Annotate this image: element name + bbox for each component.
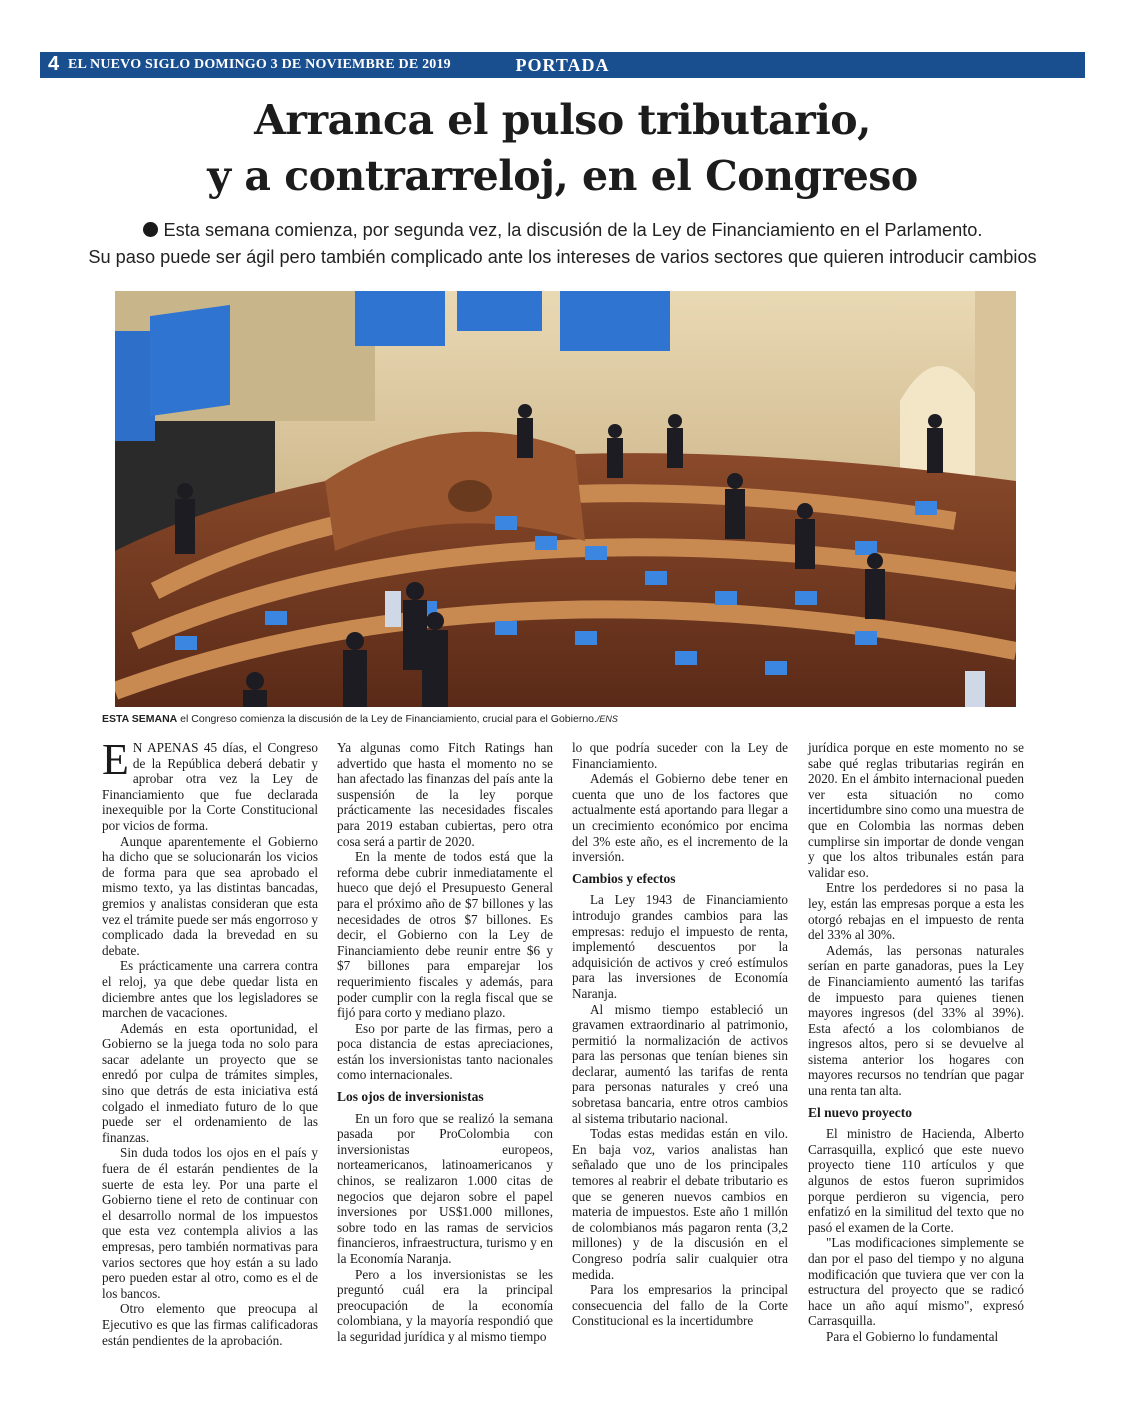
article-column-2 xyxy=(337,740,553,1345)
paragraph-text: N APENAS 45 días, el Congreso de la República deberá debatir y aprobar otra vez la Ley de Financiamiento que fue declarada inexequible por la Corte Constitucional por vicios de forma. xyxy=(102,740,318,833)
deck-text-1: Esta semana comienza, por segunda vez, la discusión de la Ley de Financiamiento en el Parlamento. xyxy=(163,220,983,240)
page-header-bar xyxy=(40,52,1085,78)
paragraph: Otro elemento que preocupa al Ejecutivo es que las firmas calificadoras están pendientes de la aprobación. xyxy=(102,1301,318,1348)
subheading: Cambios y efectos xyxy=(572,870,676,886)
caption-text: el Congreso comienza la discusión de la Ley de Financiamiento, crucial para el Gobierno. xyxy=(177,713,597,725)
subheading: Los ojos de inversionistas xyxy=(337,1089,484,1105)
paragraph: Además en esta oportunidad, el Gobierno se la juega toda no solo para sacar adelante un proyecto que se enredó por culpa de trámites simples, sino que detrás de esta iniciativa está colgado el inmediato futuro de lo que puede ser el ordenamiento de las finanzas. xyxy=(102,1020,318,1145)
paragraph xyxy=(102,735,318,834)
headline-line-1: Arranca el pulso tributario, xyxy=(254,96,871,144)
paragraph: Para el Gobierno lo fundamental xyxy=(826,1328,999,1344)
newspaper-dateline: EL NUEVO SIGLO DOMINGO 3 DE NOVIEMBRE DE 2019 xyxy=(68,57,451,72)
paragraph: Además, las personas naturales serían en parte ganadoras, pues la Ley de Financiamiento aumentó las tarifas de impuesto para quienes tienen mayores ingresos (del 33% al 39%). Esta afectó a los colombianos de ingresos altos, pero si se devuelve al sistema anterior los hogares con mayores recursos no tendrían que pagar una renta tan alta. xyxy=(808,942,1024,1099)
paragraph: Para los empresarios la principal consecuencia del fallo de la Corte Constitucional es la incertidumbre xyxy=(572,1282,788,1329)
paragraph: Entre los perdedores si no pasa la ley, están las empresas porque a esta les otorgó rebajas en el impuesto de renta del 33% al 30%. xyxy=(808,880,1024,943)
article-column-1 xyxy=(102,735,318,1348)
paragraph: La Ley 1943 de Financiamiento introdujo grandes cambios para las empresas: redujo el impuesto de renta, implementó descuentos por la adquisición de activos y creó estímulos para las inversiones de Economía Naranja. xyxy=(572,892,788,1001)
deck-line-1 xyxy=(40,217,1085,244)
paragraph: El ministro de Hacienda, Alberto Carrasquilla, explicó que este nuevo proyecto tiene 110 artículos y que algunos de estos fueron suprimidos porque perdieron su vigencia, pero enfatizó en la similitud del texto que no pasó el examen de la Corte. xyxy=(808,1126,1024,1235)
subheading: El nuevo proyecto xyxy=(808,1104,912,1120)
page-number: 4 xyxy=(48,53,60,75)
section-title: PORTADA xyxy=(515,55,610,75)
bullet-icon xyxy=(143,222,158,237)
deck-summary xyxy=(40,217,1085,271)
paragraph: lo que podría suceder con la Ley de Financiamiento. xyxy=(572,740,788,771)
paragraph: Todas estas medidas están en vilo. En baja voz, varios analistas han señalado que uno de los principales temores al reabrir el debate tributario es que se generen nuevos cambios en materia de impuestos. Este año 1 millón de colombianos más pagaron renta (3,2 millones) y de la discusión en el Congreso podría salir cualquier otra medida. xyxy=(572,1126,788,1282)
paragraph: Eso por parte de las firmas, pero a poca distancia de estas apreciaciones, están los inversionistas tanto nacionales como internacionales. xyxy=(337,1020,553,1083)
article-column-4 xyxy=(808,740,1024,1345)
paragraph: Es prácticamente una carrera contra el reloj, ya que debe quedar lista en diciembre antes que los legisladores se marchen de vacaciones. xyxy=(102,958,318,1021)
paragraph: Aunque aparentemente el Gobierno ha dicho que se solucionarán los vicios de forma para que sea aprobado el mismo texto, ya las distintas bancadas, gremios y analistas consideran que esta vez el trámite puede ser más engorroso y complicado dada la brevedad en su debate. xyxy=(102,833,318,958)
paragraph: jurídica porque en este momento no se sabe qué reglas tributarias regirán en 2020. En el ámbito internacional pueden ver esta situación no como incertidumbre sino como una muestra de que en Colombia las normas deben cumplirse sin importar de donde vengan y que los altos tribunales están para validar eso. xyxy=(808,740,1024,880)
headline-line-2: y a contrarreloj, en el Congreso xyxy=(207,152,918,200)
caption-lead: ESTA SEMANA xyxy=(102,713,178,725)
paragraph: "Las modificaciones simplemente se dan por el paso del tiempo y no alguna modificación que tuviera que ver con la estructura del proyecto que se radicó hace un año aquí mismo", expresó Carrasquilla. xyxy=(808,1235,1024,1329)
deck-line-2: Su paso puede ser ágil pero también complicado ante los intereses de varios sectores que quieren introducir cambios xyxy=(88,247,1037,267)
caption-credit: /ENS xyxy=(596,714,618,724)
headline xyxy=(40,92,1085,204)
paragraph: Ya algunas como Fitch Ratings han advertido que hasta el momento no se han afectado las finanzas del país ante la suspensión de la ley porque prácticamente las necesidades fiscales para 2019 estaban cubiertas, pero otra cosa será a partir de 2020. xyxy=(337,740,553,849)
chamber-illustration xyxy=(115,291,1016,707)
paragraph: Pero a los inversionistas se les preguntó cuál era la principal preocupación de la economía colombiana, y la mayoría respondió que la seguridad jurídica y al mismo tiempo xyxy=(337,1266,553,1344)
paragraph: En la mente de todos está que la reforma debe cubrir inmediatamente el hueco que dejó el Presupuesto General para el próximo año de $7 billones y las necesidades de otros $7 billones. Es decir, el Gobierno con la Ley de Financiamiento debe reunir entre $6 y $7 billones para emparejar los requerimiento fiscales y además, para poder cumplir con la regla fiscal que se fijó para corto y mediano plazo. xyxy=(337,849,553,1021)
photo-caption xyxy=(102,713,618,725)
paragraph: En un foro que se realizó la semana pasada por ProColombia con inversionistas europeos, norteamericanos, latinoamericanos y chinos, se realizaron 1.000 citas de negocios que dejaron sobre el papel inversiones por US$1.000 millones, sobre todo en las ramas de servicios financieros, infraestructura, turismo y en la Economía Naranja. xyxy=(337,1110,553,1266)
paragraph: Sin duda todos los ojos en el país y fuera de él estarán pendientes de la suerte de esta ley. Por una parte el Gobierno tiene el reto de continuar con el desarrollo normal de los impuestos que esta vez contempla alivios a las empresas, pero también normativas para varios sectores que hoy están a su lado pero pueden estar al otro, como es el de los bancos. xyxy=(102,1145,318,1301)
drop-cap: E xyxy=(102,735,129,784)
congress-chamber-photo xyxy=(115,291,1016,707)
paragraph: Al mismo tiempo estableció un gravamen extraordinario al patrimonio, permitió la normalización de activos para las personas que tenían bienes sin declarar, aumentó las tarifas de renta para personas naturales y creó una sobretasa bancaria, entre otros cambios al sistema tributario nacional. xyxy=(572,1001,788,1126)
paragraph: Además el Gobierno debe tener en cuenta que uno de los factores que actualmente está aportando para llegar a un crecimiento económico por encima del 3% este año, es el incremento de la inversión. xyxy=(572,771,788,865)
article-column-3 xyxy=(572,740,788,1329)
